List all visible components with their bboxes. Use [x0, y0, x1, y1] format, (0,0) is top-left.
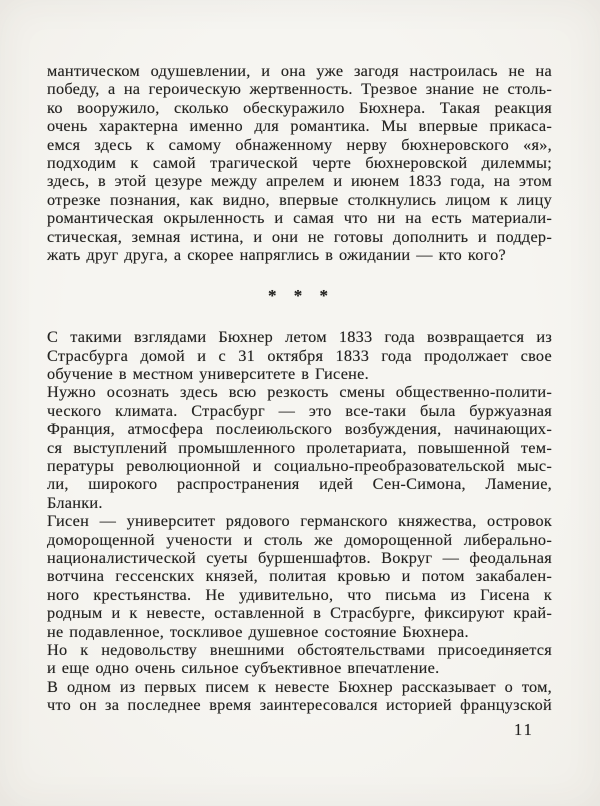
- text-line: очень характерна именно для романтика. Мы впервые прикаса-: [47, 116, 552, 136]
- text-line: С такими взглядами Бюхнер летом 1833 года возвращается из: [47, 327, 552, 347]
- text-line: и еще одно очень сильное субъективное впечатление.: [47, 658, 440, 678]
- text-line: победу, а на героическую жертвенность. Трезвое знание не столь-: [47, 79, 552, 99]
- text-block: [47, 62, 552, 715]
- text-line: стическая, земная истина, и они не готовы дополнить и поддер-: [47, 226, 552, 246]
- text-line: Бланки.: [47, 492, 103, 512]
- text-line: пературы революционной и социально-преобразовательской мыс-: [47, 456, 552, 476]
- text-line: Франция, атмосфера послеиюльского возбуждения, начинающих-: [47, 419, 552, 439]
- text-line: националистической суеты буршеншафтов. Вокруг — феодальная: [47, 547, 552, 567]
- text-line: Но к недовольству внешними обстоятельствами присоединяется: [47, 639, 552, 659]
- text-line: родным и к невесте, оставленной в Страсбурге, фиксируют край-: [47, 603, 552, 623]
- paragraph-2: [47, 328, 552, 383]
- text-line: обучение в местном университете в Гисене.: [47, 364, 369, 384]
- text-line: вотчина гессенских князей, политая кровью и потом закабален-: [47, 566, 552, 586]
- text-line: отрезке познания, как видно, впервые столкнулись лицом к лицу: [47, 189, 552, 209]
- text-line: емся здесь к самому обнаженному нерву бюхнеровского «я»,: [47, 134, 552, 154]
- text-line: ного крестьянства. Не удивительно, что письма из Гисена к: [47, 584, 552, 604]
- text-line: ли, широкого распространения идей Сен-Симона, Ламение,: [47, 474, 552, 494]
- text-line: что он за последнее время заинтересовался историей французской: [47, 695, 552, 715]
- text-line: ческого климата. Страсбург — это все-таки была буржуазная: [47, 400, 552, 420]
- text-line: здесь, в этой цезуре между апрелем и июнем 1833 года, на этом: [47, 171, 552, 191]
- page-number: 11: [514, 720, 534, 739]
- text-line: жать друг друга, а скорее напряглись в ожидании — кто кого?: [47, 244, 506, 264]
- paragraph-4: [47, 512, 552, 641]
- paragraph-1: [47, 62, 552, 264]
- paragraph-5: [47, 641, 552, 678]
- text-line: подходим к самой трагической черте бюхнеровской дилеммы;: [47, 152, 552, 172]
- text-line: ко вооружило, сколько обескуражило Бюхнера. Такая реакция: [47, 97, 552, 117]
- text-line: романтическая окрыленность и самая что ни на есть материали-: [47, 208, 552, 228]
- paragraph-6: [47, 678, 552, 715]
- section-separator: * * *: [268, 286, 331, 306]
- text-line: В одном из первых писем к невесте Бюхнер рассказывает о том,: [47, 676, 552, 696]
- text-line: Страсбурга домой и с 31 октября 1833 года продолжает свое: [47, 345, 552, 365]
- text-line: не подавленное, тоскливое душевное состояние Бюхнера.: [47, 621, 469, 641]
- paragraph-3: [47, 383, 552, 512]
- text-line: мантическом одушевлении, и она уже загодя настроилась не на: [47, 61, 552, 80]
- text-line: ся выступлений промышленного пролетариата, повышенной тем-: [47, 437, 552, 457]
- text-line: Гисен — университет рядового германского княжества, островок: [47, 511, 552, 531]
- text-line: Нужно осознать здесь всю резкость смены общественно-полити-: [47, 382, 552, 402]
- text-line: доморощенной учености и столь же доморощенной либерально-: [47, 529, 552, 549]
